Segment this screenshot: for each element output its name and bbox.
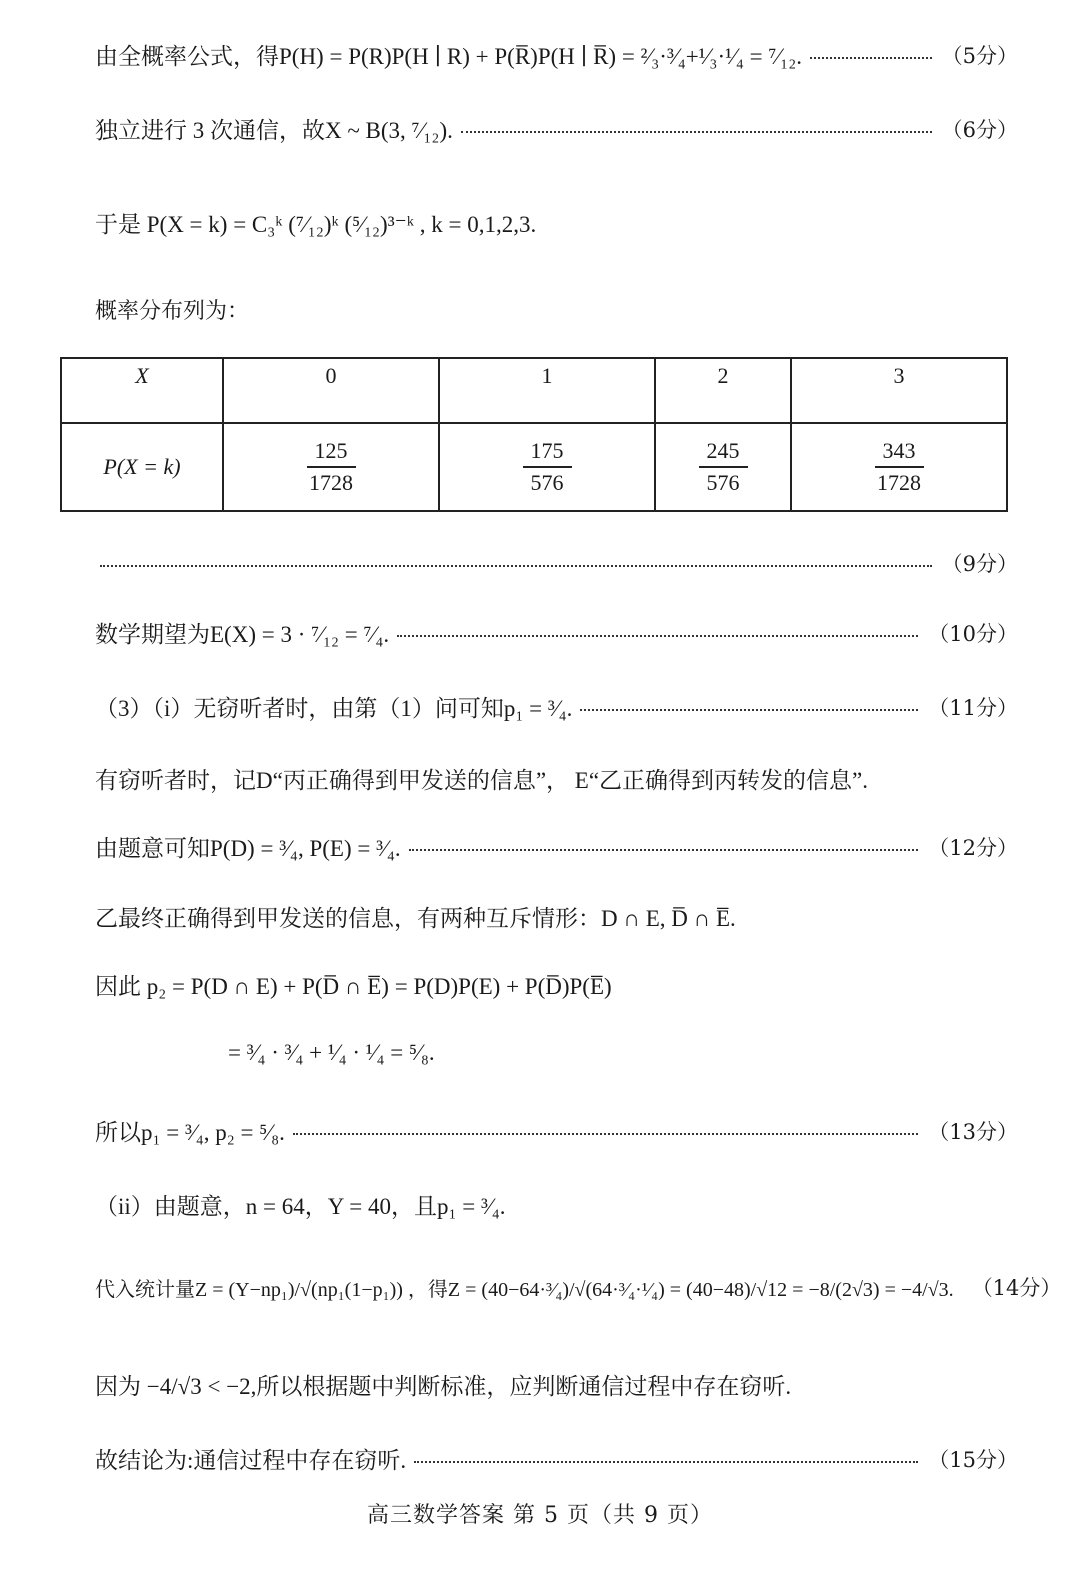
line-text: 于是 P(X = k) = C₃ᵏ (⁷⁄₁₂)ᵏ (⁵⁄₁₂)³⁻ᵏ , k = 0,1,2,3.	[95, 212, 537, 237]
fraction	[869, 438, 929, 496]
denominator: 1728	[877, 470, 921, 495]
line-text: 有窃听者时，记D“丙正确得到甲发送的信息”， E“乙正确得到丙转发的信息”.	[95, 768, 868, 793]
score-mark: （14分）	[971, 1276, 1062, 1300]
line-text: （3）（i）无窃听者时，由第（1）问可知p₁ = ³⁄₄.	[95, 696, 573, 721]
page-footer: 高三数学答案 第 5 页（共 9 页）	[367, 1503, 713, 1528]
score-line-9	[100, 548, 1018, 578]
score-mark: （15分）	[928, 1447, 1018, 1472]
table-cell-p3	[791, 423, 1007, 511]
dot-leader	[293, 1131, 918, 1135]
denominator: 576	[706, 470, 740, 495]
formula-line-p2-expansion	[95, 968, 1018, 1001]
table-cell-x-label: X	[61, 358, 223, 423]
line-text: 因此 p₂ = P(D ∩ E) + P(D̅ ∩ E̅) = P(D)P(E) + P(D̅)P(E̅)	[95, 974, 612, 999]
line-text: 概率分布列为：	[95, 299, 250, 324]
table-probability-row	[61, 423, 1007, 511]
table-cell-p2	[655, 423, 791, 511]
formula-line-p1-p2	[95, 1114, 1018, 1147]
table-cell-k3: 3	[791, 358, 1007, 423]
formula-line-expectation	[95, 616, 1018, 649]
text-line-judgement	[95, 1368, 1018, 1401]
table-cell-k2: 2	[655, 358, 791, 423]
fraction	[523, 438, 572, 496]
line-text: = ³⁄₄ · ³⁄₄ + ¹⁄₄ · ¹⁄₄ = ⁵⁄₈.	[228, 1040, 435, 1065]
text-line-conclusion	[95, 1442, 1018, 1475]
line-text: 乙最终正确得到甲发送的信息，有两种互斥情形：D ∩ E, D̅ ∩ E̅.	[95, 906, 736, 931]
formula-line-z-statistic	[95, 1272, 1062, 1302]
dot-leader	[409, 847, 919, 851]
dot-leader	[397, 633, 918, 637]
score-mark: （9分）	[941, 552, 1018, 576]
score-mark: （12分）	[928, 835, 1018, 860]
fraction	[699, 438, 748, 496]
table-cell-k1: 1	[439, 358, 655, 423]
table-header-row	[61, 358, 1007, 423]
dot-leader	[580, 707, 918, 711]
line-text: 由全概率公式，得P(H) = P(R)P(H ∣ R) + P(R̅)P(H ∣ R̅) = ²⁄₃·³⁄₄+¹⁄₃·¹⁄₄ = ⁷⁄₁₂.	[95, 44, 802, 69]
dot-leader	[100, 563, 932, 567]
formula-line-p2-value	[228, 1040, 1018, 1066]
denominator: 1728	[309, 470, 353, 495]
text-line-distribution-intro	[95, 294, 1018, 325]
line-text: 所以p₁ = ³⁄₄, p₂ = ⁵⁄₈.	[95, 1120, 285, 1145]
numerator: 343	[875, 438, 924, 468]
denominator: 576	[530, 470, 564, 495]
dot-leader	[414, 1459, 918, 1463]
dot-leader	[810, 55, 932, 59]
text-line-events-definition	[95, 762, 1018, 795]
text-line-mutually-exclusive	[95, 900, 1018, 933]
formula-line-event-probabilities	[95, 830, 1018, 863]
fraction	[301, 438, 361, 496]
table-cell-p-label: P(X = k)	[61, 423, 223, 511]
formula-line-binomial	[95, 112, 1018, 145]
score-mark: （5分）	[941, 43, 1018, 68]
formula-line-total-probability	[95, 38, 1018, 71]
line-text: 由题意可知P(D) = ³⁄₄, P(E) = ³⁄₄.	[95, 836, 401, 861]
formula-line-pmf	[95, 206, 1018, 239]
numerator: 245	[699, 438, 748, 468]
line-text: （ii）由题意，n = 64，Y = 40，且p₁ = ³⁄₄.	[95, 1194, 506, 1219]
line-text: 独立进行 3 次通信，故X ~ B(3, ⁷⁄₁₂).	[95, 118, 453, 143]
line-text: 故结论为:通信过程中存在窃听.	[95, 1448, 407, 1473]
score-mark: （13分）	[928, 1119, 1018, 1144]
dot-leader	[461, 129, 932, 133]
numerator: 175	[523, 438, 572, 468]
probability-distribution-table	[60, 357, 1008, 512]
text-line-part3-ii	[95, 1188, 1018, 1221]
line-text: 代入统计量Z = (Y−np₁)/√(np₁(1−p₁)) ，得Z = (40−64·³⁄₄)/√(64·³⁄₄·¹⁄₄) = (40−48)/√12 = −8/(2√3) = −4/√3.	[95, 1278, 954, 1301]
line-text: 因为 −4/√3 < −2,所以根据题中判断标准，应判断通信过程中存在窃听.	[95, 1374, 792, 1399]
score-mark: （11分）	[928, 695, 1018, 720]
numerator: 125	[307, 438, 356, 468]
text-line-part3-i	[95, 690, 1018, 723]
table-cell-p1	[439, 423, 655, 511]
score-mark: （6分）	[941, 117, 1018, 142]
table-cell-k0: 0	[223, 358, 439, 423]
score-mark: （10分）	[928, 621, 1018, 646]
line-text: 数学期望为E(X) = 3 · ⁷⁄₁₂ = ⁷⁄₄.	[95, 622, 390, 647]
table-cell-p0	[223, 423, 439, 511]
